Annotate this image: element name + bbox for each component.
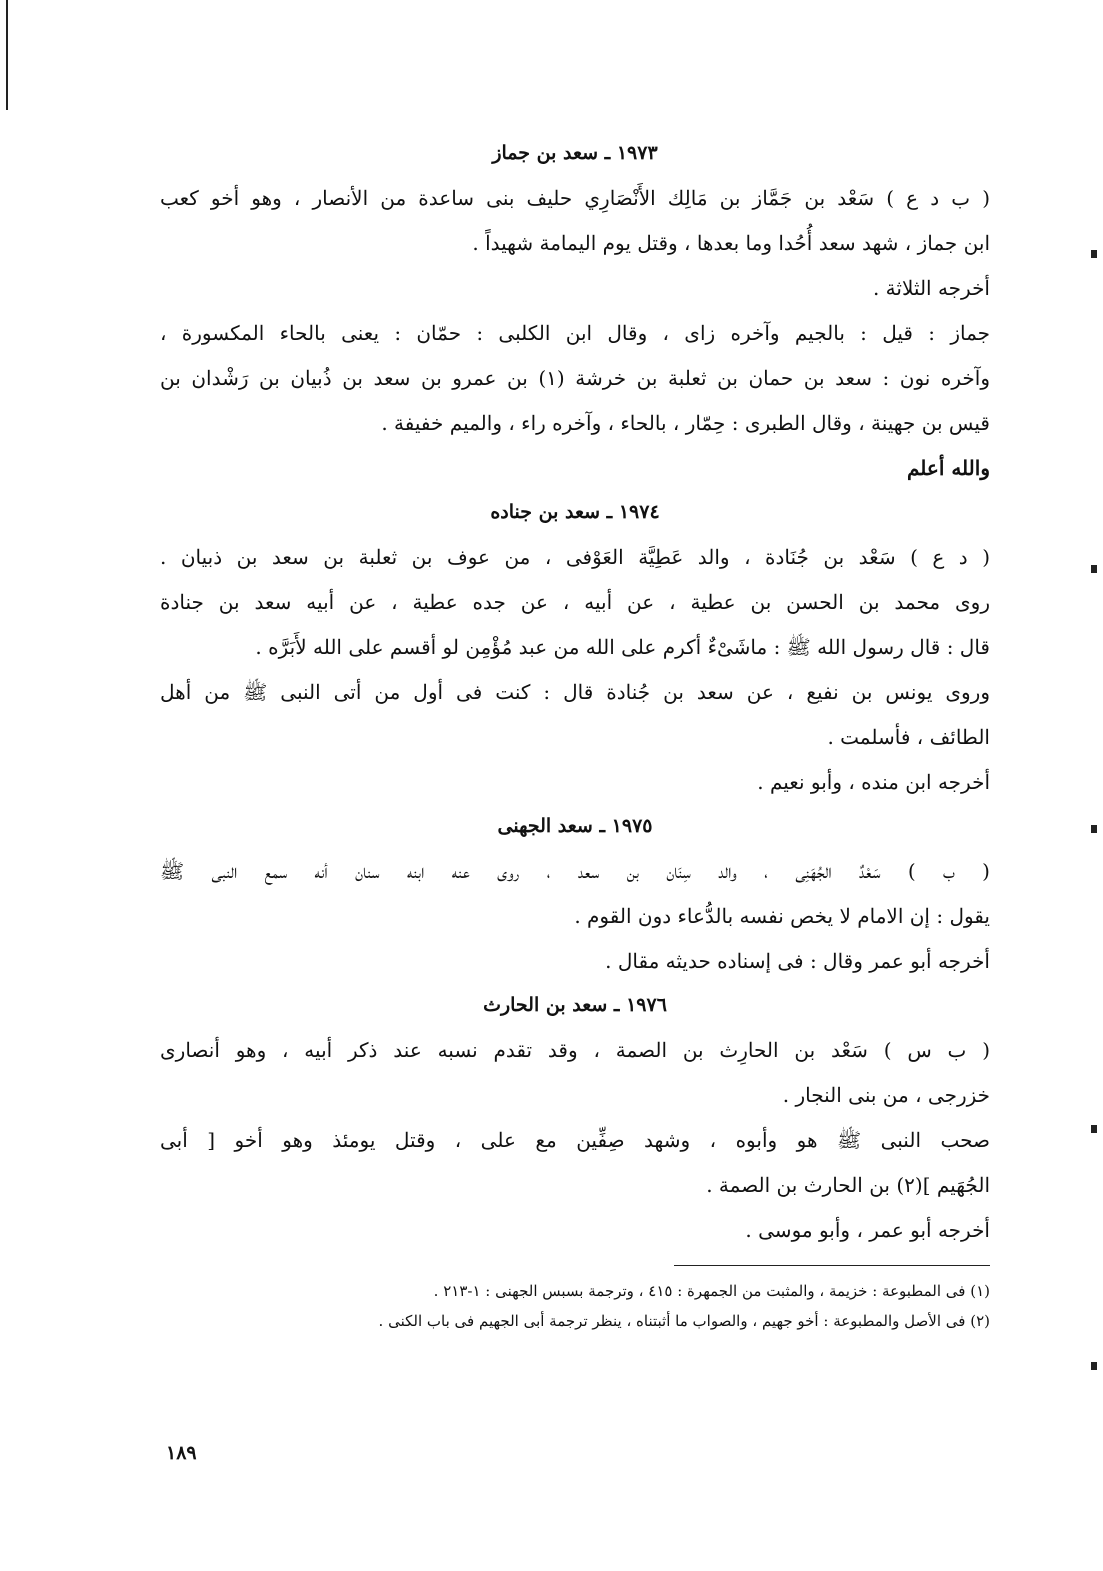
- text-line: قال : قال رسول الله ﷺ : ماشَىْءٌ أكرم على الله من عبد مُؤْمِن لو أقسم على الله لأَبَرَّه .: [255, 635, 990, 659]
- text-line: أخرجه الثلاثة .: [872, 276, 990, 300]
- text-line: أخرجه أبو عمر وقال : فى إسناده حديثه مقال .: [605, 949, 990, 973]
- entry-1973: [160, 138, 990, 491]
- margin-mark: [1091, 565, 1097, 573]
- text-line: صحب النبى ﷺ هو وأبوه ، وشهد صِفِّين مع على ، وقتل يومئذ وهو أخو [ أبى: [160, 1128, 990, 1152]
- text-line: خزرجى ، من بنى النجار .: [782, 1083, 990, 1107]
- text-line: ( ب د ع ) سَعْد بن جَمَّاز بن مَالِك الأَنْصَارِي حليف بنى ساعدة من الأنصار ، وهو أخو كعب: [160, 186, 990, 210]
- margin-mark: [1091, 250, 1097, 258]
- footnote-divider: [674, 1265, 990, 1266]
- text-line: الجُهَيم ](٢) بن الحارث بن الصمة .: [706, 1173, 990, 1197]
- footnote-2: (٢) فى الأصل والمطبوعة : أخو جهيم ، والصواب ما أثبتناه ، ينظر ترجمة أبى الجهيم فى باب الكنى .: [378, 1312, 990, 1330]
- footnote-1: (١) فى المطبوعة : خزيمة ، والمثبت من الجمهرة : ٤١٥ ، وترجمة بسبس الجهنى : ١-٢١٣ .: [433, 1282, 990, 1300]
- entry-title: ١٩٧٦ ـ سعد بن الحارث: [483, 994, 667, 1016]
- text-line: ( ب س ) سَعْد بن الحارِث بن الصمة ، وقد تقدم نسبه عند ذكر أبيه ، وهو أنصارى: [160, 1038, 990, 1062]
- text-line: أخرجه أبو عمر ، وأبو موسى .: [745, 1218, 990, 1242]
- text-line: والله أعلم: [906, 456, 990, 480]
- text-line: أخرجه ابن منده ، وأبو نعيم .: [757, 770, 990, 794]
- text-line: يقول : إن الامام لا يخص نفسه بالدُّعاء دون القوم .: [574, 904, 990, 928]
- entry-title: ١٩٧٤ ـ سعد بن جناده: [490, 501, 660, 523]
- page-body: [160, 138, 990, 1336]
- scan-edge-line: [6, 0, 8, 110]
- entry-title: ١٩٧٥ ـ سعد الجهنى: [497, 815, 653, 837]
- text-line: وآخره نون : سعد بن حمان بن ثعلبة بن خرشة (١) بن عمرو بن سعد بن ذُبيان بن رَشْدان بن: [160, 366, 991, 390]
- text-line: ( د ع ) سَعْد بن جُنَادة ، والد عَطِيَّة العَوْفى ، من عوف بن ثعلبة بن سعد بن ذبيان .: [160, 545, 990, 569]
- text-line: ( ب ) سَعْدٌ الجُهَنِى ، والد سِنَان بن سعد ، روى عنه ابنه سنان أنه سمع النبى ﷺ: [160, 859, 990, 883]
- text-line: قيس بن جهينة ، وقال الطبرى : حِمّار ، بالحاء ، وآخره راء ، والميم خفيفة .: [381, 411, 990, 435]
- entry-1974: [160, 497, 990, 805]
- margin-mark: [1091, 1125, 1097, 1133]
- text-line: الطائف ، فأسلمت .: [827, 725, 990, 749]
- margin-mark: [1091, 825, 1097, 833]
- margin-mark: [1091, 1362, 1097, 1370]
- text-line: ابن جماز ، شهد سعد أُحُدا وما بعدها ، وقتل يوم اليمامة شهيداً .: [472, 231, 990, 255]
- entry-title: ١٩٧٣ ـ سعد بن جماز: [492, 142, 658, 164]
- entry-1976: [160, 990, 990, 1253]
- text-line: وروى يونس بن نفيع ، عن سعد بن جُنادة قال : كنت فى أول من أتى النبى ﷺ من أهل: [160, 680, 990, 704]
- page-number: ١٨٩: [166, 1442, 197, 1464]
- text-line: جماز : قيل : بالجيم وآخره زاى ، وقال ابن الكلبى : حمّان : يعنى بالحاء المكسورة ،: [160, 321, 990, 345]
- entry-1975: [160, 811, 990, 984]
- text-line: روى محمد بن الحسن بن عطية ، عن أبيه ، عن جده عطية ، عن أبيه سعد بن جنادة: [160, 590, 990, 614]
